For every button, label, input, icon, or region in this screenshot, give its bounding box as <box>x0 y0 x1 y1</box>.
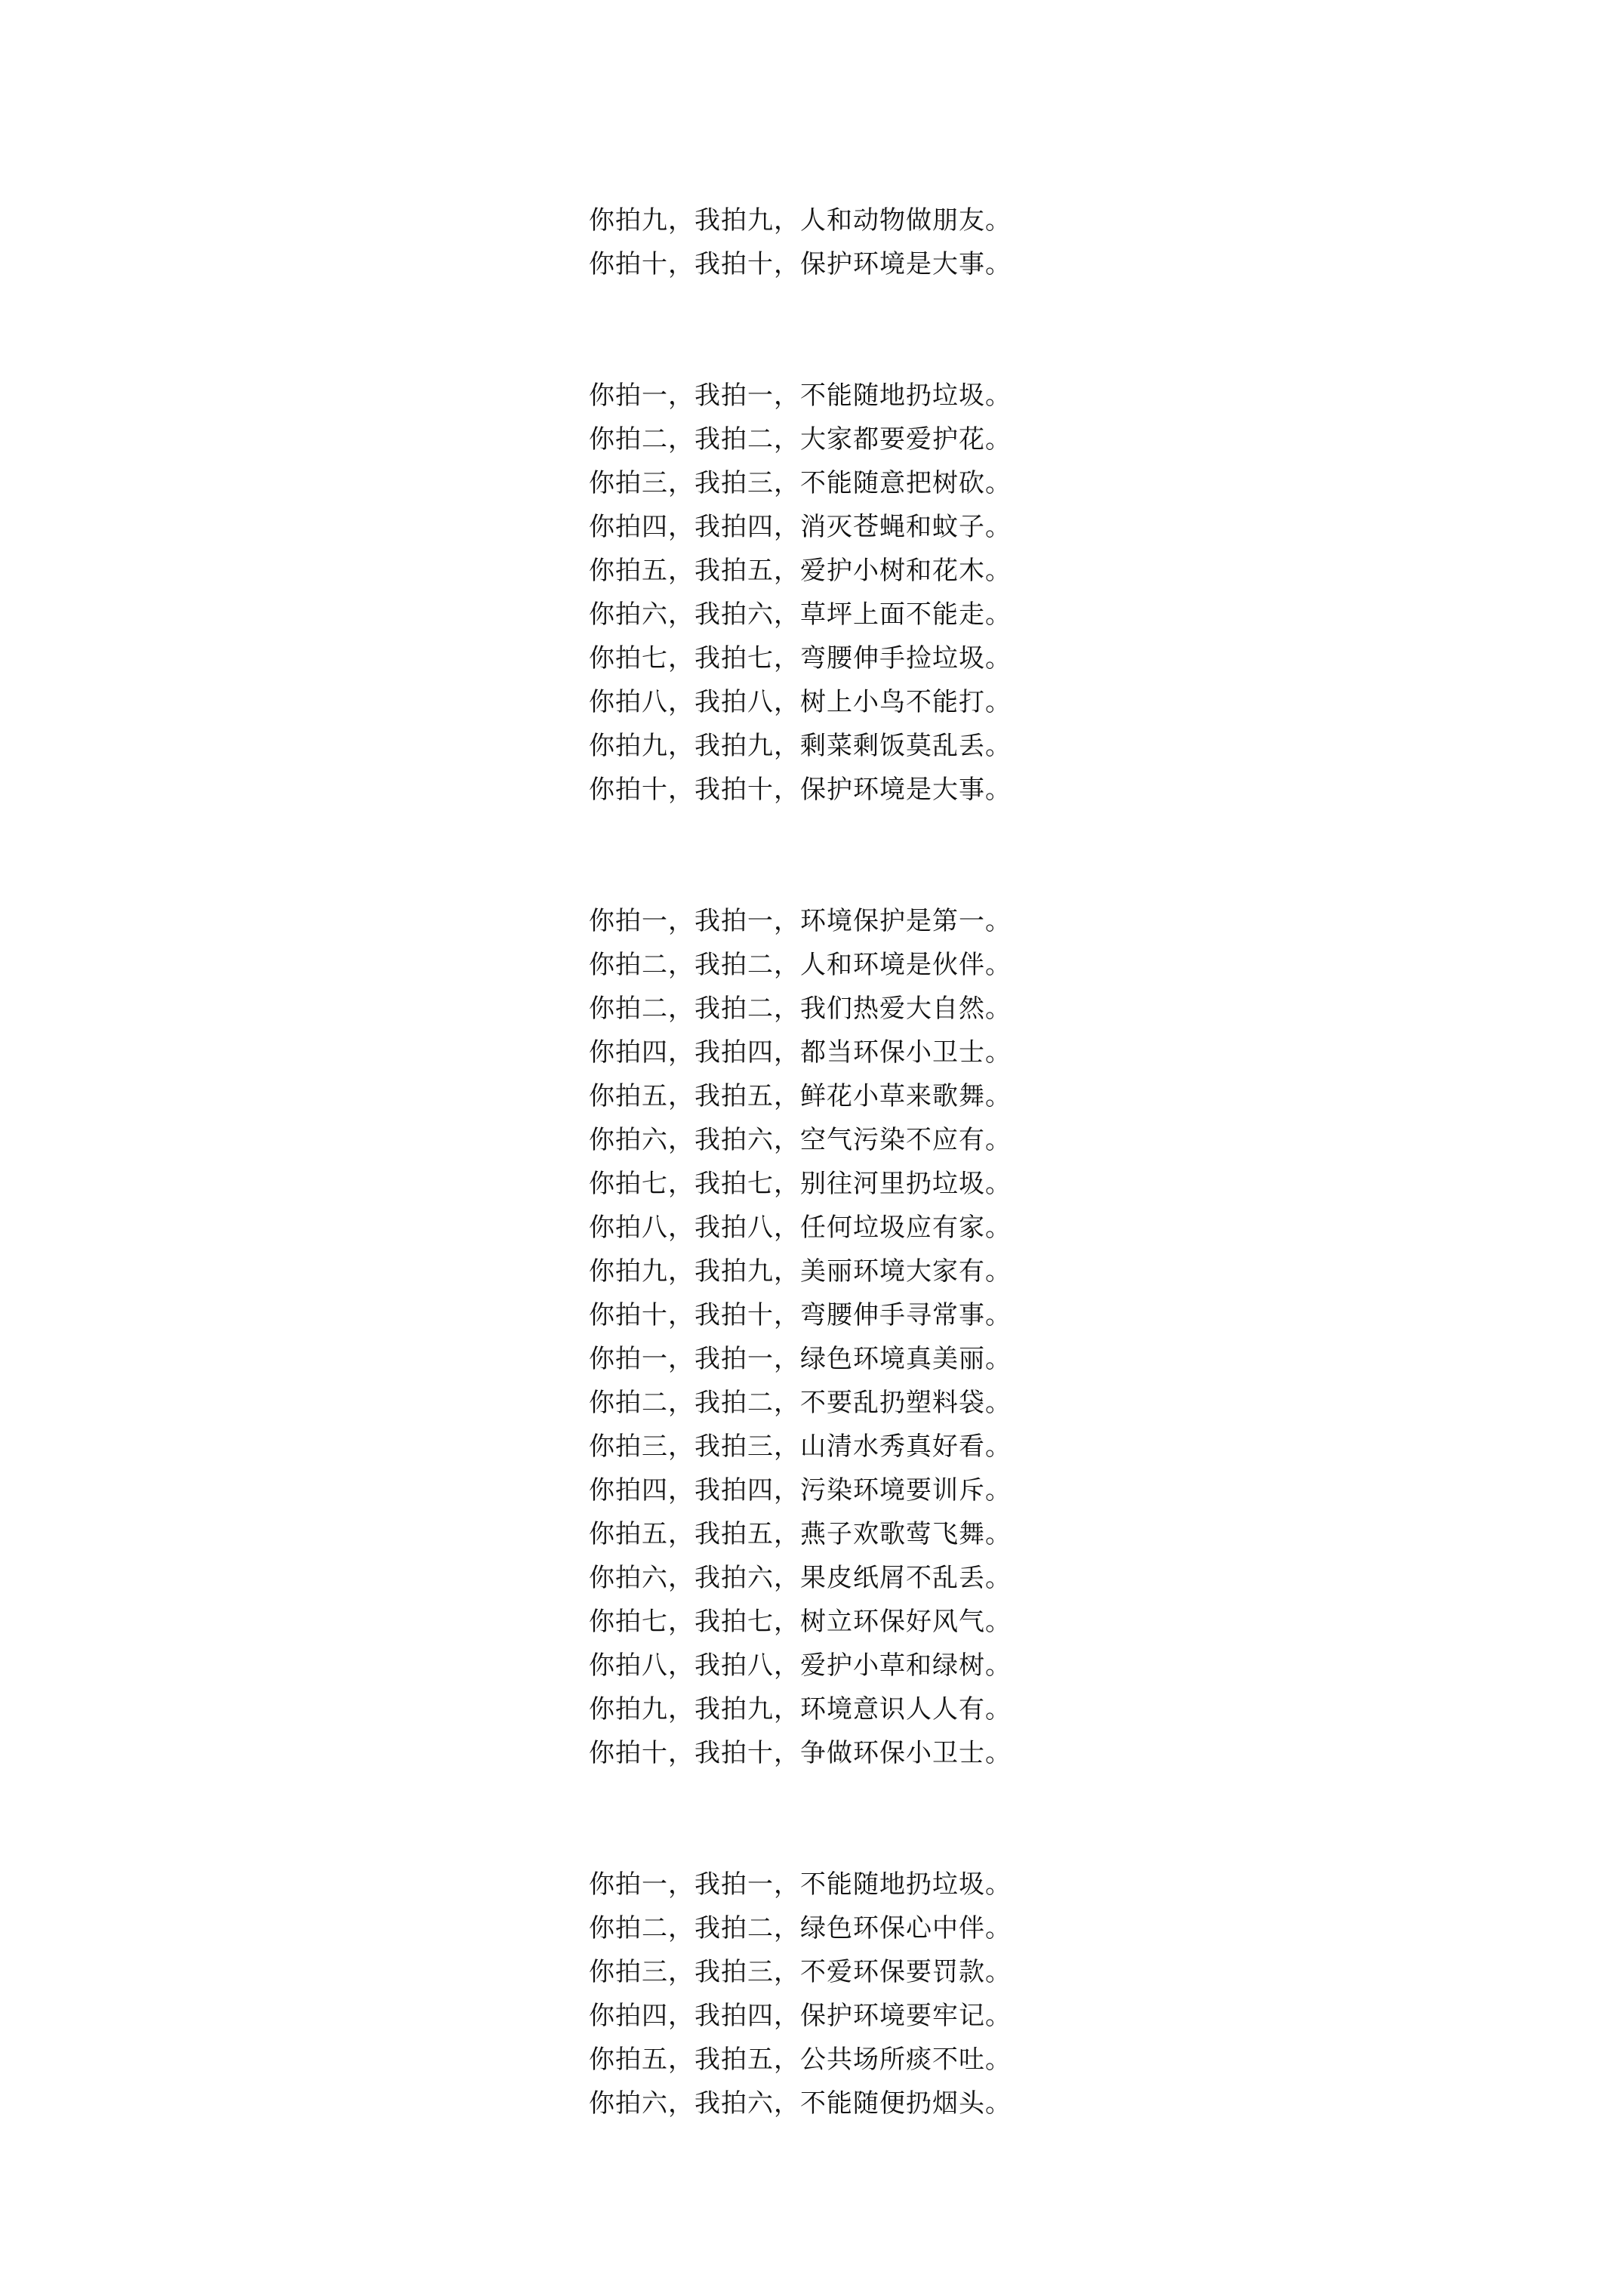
verse-line: 你拍二，我拍二，我们热爱大自然。 <box>589 994 1012 1024</box>
verse-line: 你拍十，我拍十，保护环境是大事。 <box>589 249 1012 279</box>
verse-line: 你拍五，我拍五，鲜花小草来歌舞。 <box>589 1081 1012 1111</box>
verse-line: 你拍九，我拍九，人和动物做朋友。 <box>589 205 1012 236</box>
verse-line: 你拍七，我拍七，弯腰伸手捡垃圾。 <box>589 643 1012 673</box>
verse-line: 你拍五，我拍五，公共场所痰不吐。 <box>589 2045 1012 2075</box>
verse-line: 你拍一，我拍一，环境保护是第一。 <box>589 906 1012 936</box>
verse-line: 你拍八，我拍八，树上小鸟不能打。 <box>589 687 1012 717</box>
verse-line: 你拍三，我拍三，不爱环保要罚款。 <box>589 1957 1012 1987</box>
verse-line: 你拍十，我拍十，争做环保小卫士。 <box>589 1738 1012 1768</box>
verse-line: 你拍六，我拍六，草坪上面不能走。 <box>589 599 1012 630</box>
verse-line: 你拍八，我拍八，爱护小草和绿树。 <box>589 1650 1012 1681</box>
verse-line: 你拍一，我拍一，绿色环境真美丽。 <box>589 1344 1012 1374</box>
stanza <box>589 199 1268 286</box>
verse-line: 你拍三，我拍三，山清水秀真好看。 <box>589 1432 1012 1462</box>
verse-line: 你拍四，我拍四，保护环境要牢记。 <box>589 2001 1012 2031</box>
verse-line: 你拍四，我拍四，污染环境要训斥。 <box>589 1475 1012 1505</box>
verse-line: 你拍一，我拍一，不能随地扔垃圾。 <box>589 1869 1012 1900</box>
verse-line: 你拍六，我拍六，果皮纸屑不乱丢。 <box>589 1563 1012 1593</box>
verse-line: 你拍六，我拍六，空气污染不应有。 <box>589 1125 1012 1155</box>
verse-line: 你拍二，我拍二，不要乱扔塑料袋。 <box>589 1388 1012 1418</box>
verse-line: 你拍二，我拍二，大家都要爱护花。 <box>589 424 1012 455</box>
verse-line: 你拍七，我拍七，树立环保好风气。 <box>589 1607 1012 1637</box>
verse-line: 你拍一，我拍一，不能随地扔垃圾。 <box>589 381 1012 411</box>
verse-line: 你拍六，我拍六，不能随便扔烟头。 <box>589 2088 1012 2119</box>
verse-line: 你拍九，我拍九，环境意识人人有。 <box>589 1694 1012 1724</box>
verse-line: 你拍九，我拍九，剩菜剩饭莫乱丢。 <box>589 731 1012 761</box>
verse-line: 你拍二，我拍二，绿色环保心中伴。 <box>589 1913 1012 1943</box>
verse-line: 你拍四，我拍四，都当环保小卫士。 <box>589 1037 1012 1068</box>
verse-line: 你拍八，我拍八，任何垃圾应有家。 <box>589 1213 1012 1243</box>
stanza <box>589 1863 1268 2125</box>
verse-line: 你拍九，我拍九，美丽环境大家有。 <box>589 1256 1012 1287</box>
stanza <box>589 899 1268 1775</box>
verse-line: 你拍五，我拍五，燕子欢歌莺飞舞。 <box>589 1519 1012 1549</box>
verse-line: 你拍四，我拍四，消灭苍蝇和蚊子。 <box>589 512 1012 542</box>
verse-line: 你拍十，我拍十，弯腰伸手寻常事。 <box>589 1300 1012 1330</box>
verse-line: 你拍五，我拍五，爱护小树和花木。 <box>589 556 1012 586</box>
verse-line: 你拍三，我拍三，不能随意把树砍。 <box>589 468 1012 498</box>
stanza <box>589 374 1268 812</box>
verse-line: 你拍二，我拍二，人和环境是伙伴。 <box>589 950 1012 980</box>
verse-line: 你拍七，我拍七，别往河里扔垃圾。 <box>589 1169 1012 1199</box>
poem-content <box>589 199 1268 2125</box>
verse-line: 你拍十，我拍十，保护环境是大事。 <box>589 775 1012 805</box>
